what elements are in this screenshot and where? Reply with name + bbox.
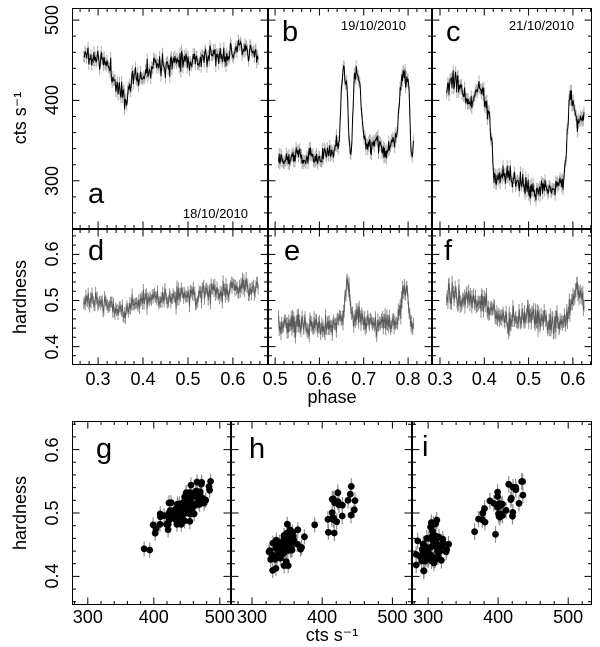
data-point [336, 502, 343, 509]
y-tick-label: 400 [42, 85, 62, 116]
data-point [197, 493, 204, 500]
x-tick-label: 300 [413, 607, 444, 627]
data-point [509, 509, 516, 516]
x-tick-label: 400 [307, 607, 338, 627]
data-point [520, 492, 527, 499]
data-point [495, 510, 502, 517]
x-axis-label-phase: phase [307, 387, 357, 407]
data-point [174, 518, 181, 525]
data-point [352, 497, 359, 504]
x-tick-label: 0.5 [175, 369, 201, 389]
panel-g-hardness-intensity-18oct [72, 421, 231, 605]
data-point [280, 550, 287, 557]
panel-c-letter: c [446, 16, 461, 48]
data-point [503, 507, 510, 514]
light-curve-c [447, 70, 584, 200]
data-point [269, 567, 276, 574]
y-tick-label: 0.4 [42, 334, 62, 360]
data-point [282, 534, 289, 541]
data-point [297, 546, 304, 553]
panel-g-letter: g [96, 433, 113, 465]
data-point [494, 489, 501, 496]
data-point [325, 529, 332, 536]
data-point [481, 505, 488, 512]
data-point [186, 502, 193, 509]
data-point [437, 548, 444, 555]
data-point [334, 489, 341, 496]
y-tick-label: 0.6 [42, 241, 62, 267]
data-point [288, 540, 295, 547]
x-tick-label: 400 [483, 607, 514, 627]
panel-e-hardness-19oct [268, 229, 432, 365]
data-point [188, 482, 195, 489]
panel-a-lightcurve-18oct [72, 8, 268, 229]
y-tick-label: 0.6 [42, 437, 62, 463]
panel-i-letter: i [422, 431, 429, 463]
data-point [424, 547, 431, 554]
data-point [510, 484, 517, 491]
x-tick-label: 300 [72, 607, 103, 627]
x-tick-label: 0.4 [471, 369, 497, 389]
data-point [519, 478, 526, 485]
y-axis-label-hardness-bottom: hardness [10, 475, 30, 551]
panel-a-letter: a [88, 178, 105, 210]
data-point [289, 529, 296, 536]
x-tick-label: 0.6 [560, 369, 586, 389]
data-point [311, 521, 318, 528]
data-point [345, 497, 352, 504]
data-point [475, 516, 482, 523]
data-point [471, 528, 478, 535]
x-tick-label: 0.3 [427, 369, 453, 389]
data-point [491, 500, 498, 507]
data-point [280, 543, 287, 550]
y-tick-label: 0.5 [42, 287, 62, 313]
data-point [152, 530, 159, 537]
data-point [141, 545, 148, 552]
data-point [198, 479, 205, 486]
data-point [433, 537, 440, 544]
data-point [176, 501, 183, 508]
x-tick-label: 500 [204, 607, 235, 627]
data-point [273, 552, 280, 559]
y-tick-label: 0.4 [42, 563, 62, 589]
y-axis-label-counts: cts s⁻¹ [10, 91, 30, 145]
panel-f-letter: f [444, 235, 453, 267]
y-tick-label: 500 [42, 5, 62, 36]
data-point [285, 562, 292, 569]
data-point [301, 533, 308, 540]
x-tick-label: 0.3 [85, 369, 111, 389]
error-bars-f [447, 276, 584, 340]
x-tick-label: 0.4 [130, 369, 156, 389]
data-point [329, 509, 336, 516]
panel-i-plot [412, 421, 592, 605]
panel-i-hardness-intensity-21oct [412, 421, 592, 605]
x-tick-label: 0.6 [220, 369, 246, 389]
data-point [339, 513, 346, 520]
data-point [425, 535, 432, 542]
data-point [273, 543, 280, 550]
data-point [169, 511, 176, 518]
data-point [146, 547, 153, 554]
panel-b-letter: b [282, 16, 299, 48]
y-tick-label: 0.5 [42, 500, 62, 526]
data-point [420, 568, 427, 575]
data-point [516, 500, 523, 507]
data-point [329, 496, 336, 503]
x-tick-label: 0.5 [516, 369, 542, 389]
data-point [331, 530, 338, 537]
x-tick-label: 0.7 [351, 369, 377, 389]
x-tick-label: 500 [553, 607, 584, 627]
data-point [508, 495, 515, 502]
data-point [183, 489, 190, 496]
data-point [206, 483, 213, 490]
data-point [179, 512, 186, 519]
data-point [443, 549, 450, 556]
panel-h-letter: h [249, 433, 266, 465]
data-point [348, 483, 355, 490]
data-point [430, 521, 437, 528]
data-point [413, 562, 420, 569]
panel-h-hardness-intensity-19oct [231, 421, 412, 605]
panel-c-date: 21/10/2010 [508, 18, 574, 33]
data-point [168, 499, 175, 506]
data-point [165, 526, 172, 533]
data-point [284, 521, 291, 528]
x-axis-label-counts: cts s⁻¹ [305, 625, 359, 645]
panel-c-lightcurve-21oct [432, 8, 592, 229]
y-axis-label-hardness-middle: hardness [10, 259, 30, 335]
panel-f-plot [432, 229, 592, 365]
x-tick-label: 0.8 [395, 369, 421, 389]
x-tick-label: 300 [237, 607, 268, 627]
data-point [445, 541, 452, 548]
data-point [289, 547, 296, 554]
panel-d-letter: d [88, 235, 105, 267]
panel-e-letter: e [284, 235, 301, 267]
x-tick-label: 500 [377, 607, 408, 627]
panel-d-hardness-18oct [72, 229, 268, 365]
panel-b-date: 19/10/2010 [340, 18, 406, 33]
panel-f-hardness-21oct [432, 229, 592, 365]
data-point [351, 506, 358, 513]
panel-b-lightcurve-19oct [268, 8, 432, 229]
data-point [492, 531, 499, 538]
x-tick-label: 400 [138, 607, 169, 627]
data-point [157, 511, 164, 518]
data-point [439, 536, 446, 543]
y-tick-label: 300 [42, 165, 62, 196]
panel-a-date: 18/10/2010 [182, 206, 248, 221]
error-bars-a [84, 34, 258, 115]
error-bars-d [84, 272, 258, 324]
data-point [347, 491, 354, 498]
x-tick-label: 0.6 [306, 369, 332, 389]
x-tick-label: 0.5 [262, 369, 288, 389]
